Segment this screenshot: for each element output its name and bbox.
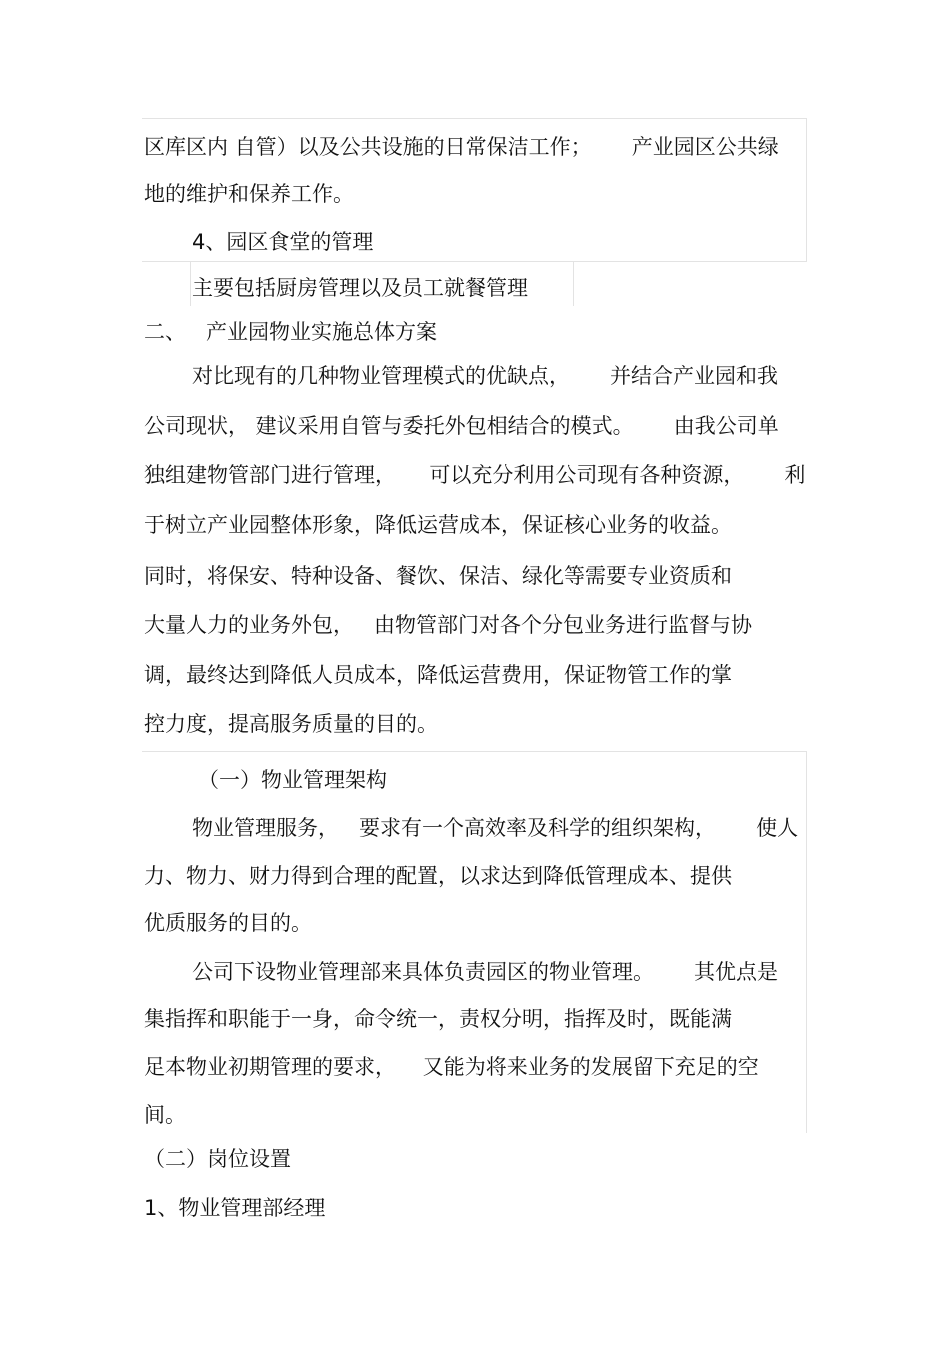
paragraph-line: 独组建物管部门进行管理， 可以充分利用公司现有各种资源， 利 (144, 463, 806, 487)
paragraph-line: 调，最终达到降低人员成本，降低运营费用，保证物管工作的掌 (144, 663, 732, 687)
paragraph-line: 主要包括厨房管理以及员工就餐管理 (192, 276, 528, 300)
paragraph-line: 控力度，提高服务质量的目的。 (144, 712, 438, 736)
paragraph-line: 公司下设物业管理部来具体负责园区的物业管理。 其优点是 (192, 960, 779, 984)
paragraph-line: 同时，将保安、特种设备、餐饮、保洁、绿化等需要专业资质和 (144, 564, 732, 588)
paragraph-line: 物业管理服务， 要求有一个高效率及科学的组织架构， 使人 (192, 816, 799, 840)
paragraph-line: 公司现状， 建议采用自管与委托外包相结合的模式。 由我公司单 (144, 414, 779, 438)
paragraph-line: 优质服务的目的。 (144, 911, 312, 935)
paragraph-line: 区库区内 自管）以及公共设施的日常保洁工作； 产业园区公共绿 (144, 135, 779, 159)
paragraph-line: 力、物力、财力得到合理的配置，以求达到降低管理成本、提供 (144, 864, 732, 888)
chapter-heading: 二、 产业园物业实施总体方案 (144, 320, 438, 344)
paragraph-line: 集指挥和职能于一身，命令统一，责权分明，指挥及时，既能满 (144, 1007, 732, 1031)
section-heading: 4、园区食堂的管理 (192, 230, 374, 254)
paragraph-line: 于树立产业园整体形象，降低运营成本，保证核心业务的收益。 (144, 513, 732, 537)
section-heading: 1、物业管理部经理 (144, 1196, 326, 1220)
paragraph-line: 地的维护和保养工作。 (144, 182, 354, 206)
section-heading: （二）岗位设置 (144, 1147, 291, 1171)
paragraph-line: 间。 (144, 1103, 186, 1127)
paragraph-line: 足本物业初期管理的要求， 又能为将来业务的发展留下充足的空 (144, 1055, 759, 1079)
section-heading: （一）物业管理架构 (198, 768, 387, 792)
paragraph-line: 对比现有的几种物业管理模式的优缺点， 并结合产业园和我 (192, 364, 779, 388)
paragraph-line: 大量人力的业务外包， 由物管部门对各个分包业务进行监督与协 (144, 613, 753, 637)
